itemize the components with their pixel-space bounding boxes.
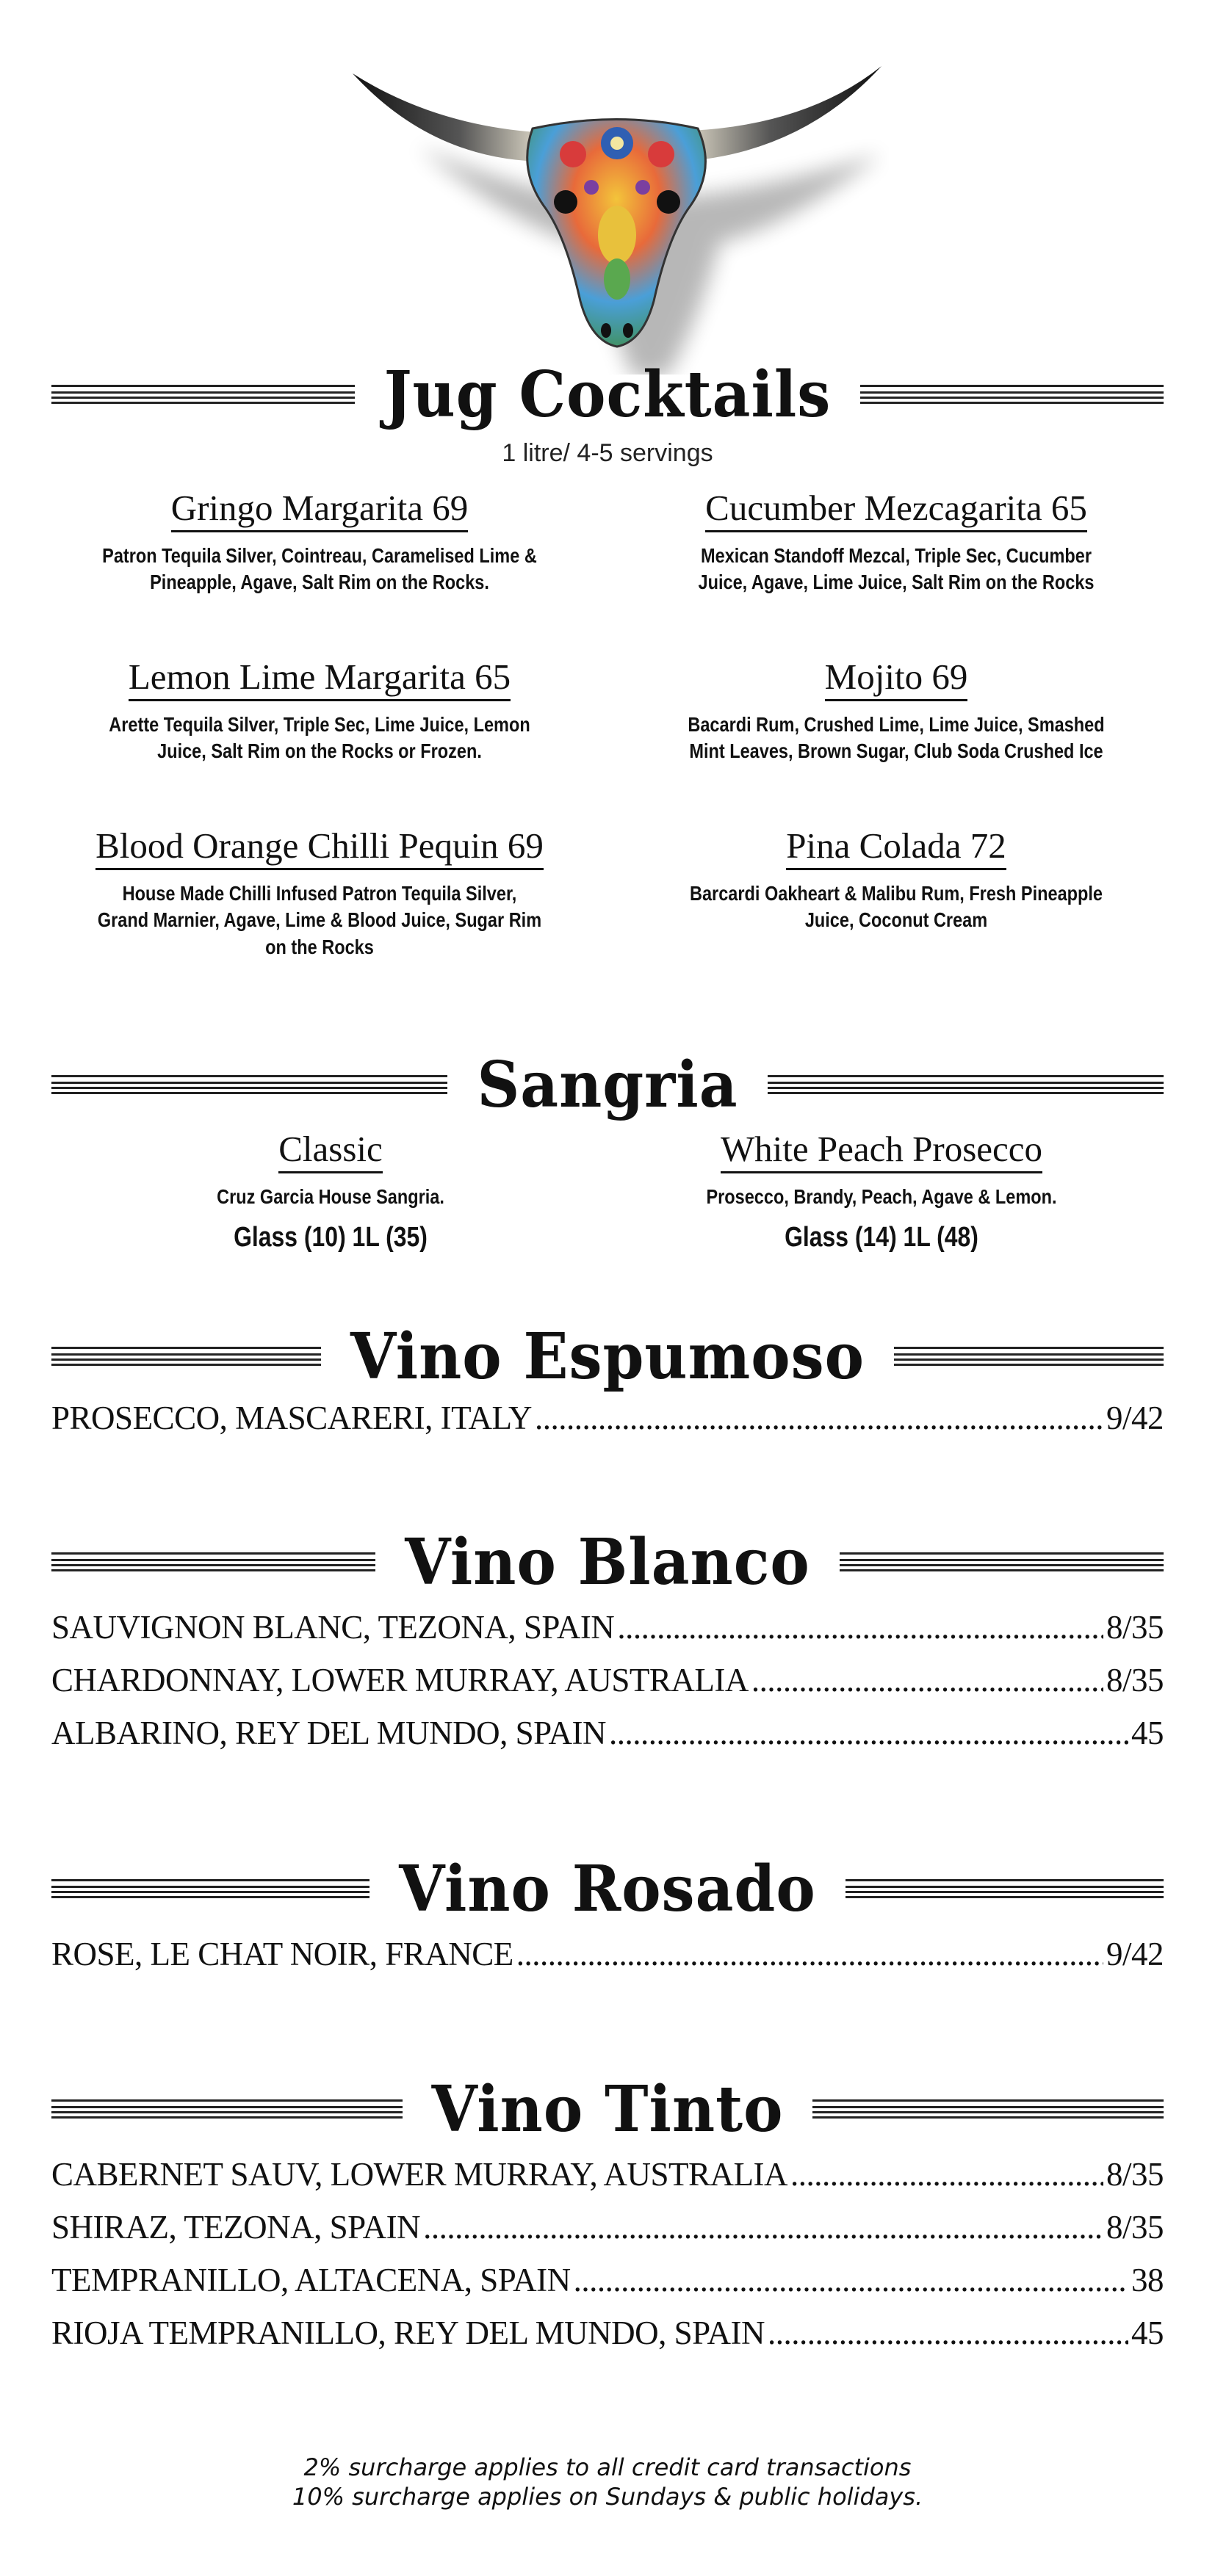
wine-price: 8/35 (1106, 1609, 1164, 1646)
wine-name: ALBARINO, REY DEL MUNDO, SPAIN (51, 1715, 607, 1751)
cocktail-name: Mojito 69 (825, 657, 968, 701)
sangria-name: Classic (278, 1129, 383, 1173)
cocktail-desc: Patron Tequila Silver, Cointreau, Caramelised Lime & Pineapple, Agave, Salt Rim on the Rocks. (102, 543, 537, 594)
cocktail-desc: Mexican Standoff Mezcal, Triple Sec, Cucumber Juice, Agave, Lime Juice, Salt Rim on the Rocks (698, 543, 1095, 594)
cocktail-name: Lemon Lime Margarita 65 (129, 657, 511, 701)
cocktail-item (55, 657, 584, 765)
sangria-name: White Peach Prosecco (721, 1129, 1042, 1173)
jug-cocktails-heading (51, 357, 1164, 432)
dot-leader (768, 2314, 1128, 2352)
cocktail-desc: Bacardi Rum, Crushed Lime, Lime Juice, Smashed Mint Leaves, Brown Sugar, Club Soda Crushed Ice (688, 712, 1105, 763)
heading-rule-left (51, 1075, 447, 1094)
dot-leader (790, 2155, 1103, 2193)
heading-rule-right (846, 1879, 1164, 1898)
heading-rule-left (51, 385, 355, 404)
heading-rule-right (860, 385, 1164, 404)
sangria-desc: Cruz Garcia House Sangria. (217, 1184, 444, 1208)
vino-espumoso-title: Vino Espumoso (350, 1319, 865, 1394)
jug-cocktails-title: Jug Cocktails (383, 357, 832, 432)
sangria-price: Glass (10) 1L (35) (234, 1222, 428, 1253)
wine-row (51, 2155, 1164, 2193)
wine-price: 45 (1131, 2315, 1164, 2351)
cocktail-name: Blood Orange Chilli Pequin 69 (95, 826, 544, 870)
cocktail-item (632, 657, 1161, 765)
dot-leader (535, 1399, 1103, 1437)
wine-name: CHARDONNAY, LOWER MURRAY, AUSTRALIA (51, 1662, 749, 1698)
cocktail-desc: Arette Tequila Silver, Triple Sec, Lime Juice, Lemon Juice, Salt Rim on the Rocks or Frozen. (109, 712, 530, 763)
heading-rule-right (812, 2099, 1164, 2119)
cocktail-name: Pina Colada 72 (786, 826, 1006, 870)
heading-rule-right (894, 1347, 1164, 1366)
heading-rule-right (768, 1075, 1164, 1094)
dot-leader (751, 1661, 1103, 1699)
wine-row (51, 1714, 1164, 1752)
wine-row (51, 2208, 1164, 2246)
sangria-title: Sangria (477, 1047, 738, 1122)
vino-tinto-heading (51, 2072, 1164, 2146)
sangria-item (617, 1129, 1146, 1253)
dot-leader (574, 2261, 1128, 2299)
vino-espumoso-heading (51, 1319, 1164, 1394)
wine-name: RIOJA TEMPRANILLO, REY DEL MUNDO, SPAIN (51, 2315, 765, 2351)
wine-name: SHIRAZ, TEZONA, SPAIN (51, 2209, 421, 2246)
wine-row (51, 1608, 1164, 1646)
cocktail-name: Gringo Margarita 69 (171, 488, 469, 532)
dot-leader (423, 2208, 1103, 2246)
wine-name: PROSECCO, MASCARERI, ITALY (51, 1400, 532, 1436)
heading-rule-left (51, 1347, 321, 1366)
wine-name: CABERNET SAUV, LOWER MURRAY, AUSTRALIA (51, 2156, 787, 2193)
wine-price: 38 (1131, 2262, 1164, 2298)
wine-row (51, 1935, 1164, 1973)
wine-price: 8/35 (1106, 2209, 1164, 2246)
vino-rosado-title: Vino Rosado (399, 1851, 816, 1926)
cocktail-item (55, 488, 584, 596)
vino-blanco-heading (51, 1524, 1164, 1599)
surcharge-footer (0, 2453, 1215, 2511)
cocktail-item (632, 826, 1161, 934)
wine-row (51, 1399, 1164, 1437)
sangria-desc: Prosecco, Brandy, Peach, Agave & Lemon. (706, 1184, 1057, 1208)
vino-tinto-title: Vino Tinto (431, 2072, 784, 2146)
wine-price: 9/42 (1106, 1400, 1164, 1436)
wine-row (51, 2261, 1164, 2299)
heading-rule-left (51, 1552, 375, 1571)
wine-price: 45 (1131, 1715, 1164, 1751)
heading-rule-left (51, 2099, 403, 2119)
cocktail-item (632, 488, 1161, 596)
surcharge-line-2: 10% surcharge applies on Sundays & public holidays. (292, 2483, 923, 2511)
jug-subtitle: 1 litre/ 4-5 servings (502, 439, 713, 467)
cocktail-desc: House Made Chilli Infused Patron Tequila Silver, Grand Marnier, Agave, Lime & Blood Juice, Sugar Rim on the Rocks (97, 881, 542, 958)
sangria-price: Glass (14) 1L (48) (785, 1222, 978, 1253)
wine-name: ROSE, LE CHAT NOIR, FRANCE (51, 1936, 513, 1972)
wine-price: 9/42 (1106, 1936, 1164, 1972)
surcharge-line-1: 2% surcharge applies to all credit card transactions (303, 2453, 912, 2481)
vino-rosado-heading (51, 1851, 1164, 1926)
cocktail-item (55, 826, 584, 960)
painted-bull-skull-icon (345, 59, 889, 375)
wine-price: 8/35 (1106, 2156, 1164, 2193)
cocktail-desc: Barcardi Oakheart & Malibu Rum, Fresh Pineapple Juice, Coconut Cream (689, 881, 1103, 932)
heading-rule-right (840, 1552, 1164, 1571)
wine-row (51, 2314, 1164, 2352)
wine-price: 8/35 (1106, 1662, 1164, 1698)
cocktail-name: Cucumber Mezcagarita 65 (705, 488, 1087, 532)
heading-rule-left (51, 1879, 369, 1898)
sangria-item (66, 1129, 595, 1253)
wine-name: TEMPRANILLO, ALTACENA, SPAIN (51, 2262, 571, 2298)
dot-leader (609, 1714, 1128, 1752)
wine-name: SAUVIGNON BLANC, TEZONA, SPAIN (51, 1609, 615, 1646)
vino-blanco-title: Vino Blanco (405, 1524, 810, 1599)
dot-leader (617, 1608, 1103, 1646)
sangria-heading (51, 1047, 1164, 1122)
wine-row (51, 1661, 1164, 1699)
dot-leader (516, 1935, 1103, 1973)
